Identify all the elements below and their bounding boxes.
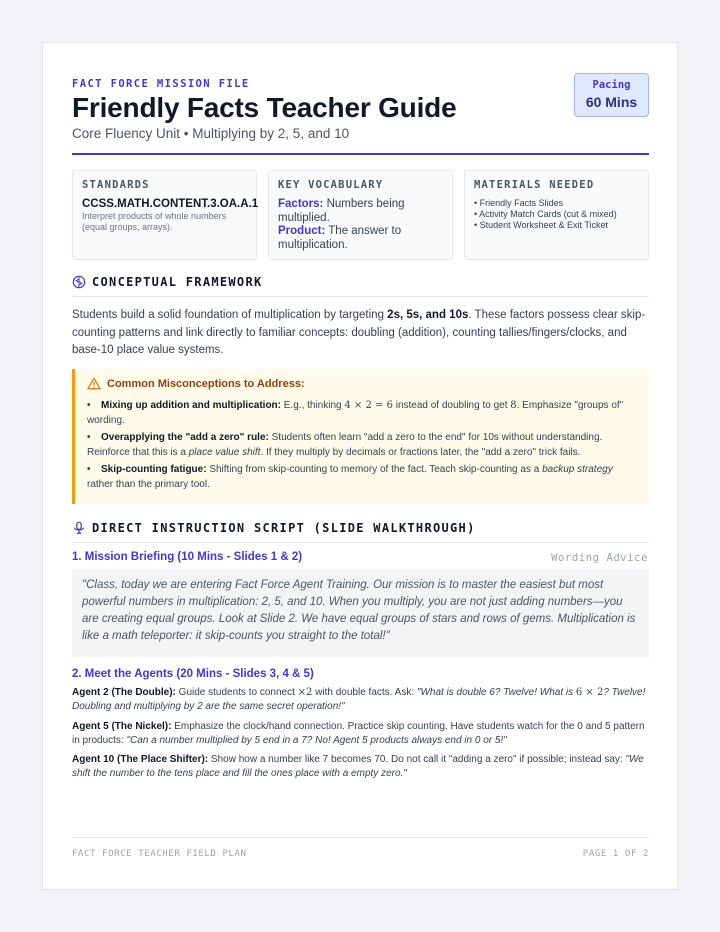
misconception-label: Mixing up addition and multiplication: xyxy=(101,400,281,411)
document-header xyxy=(72,73,649,155)
document-page xyxy=(42,42,678,890)
standards-title: STANDARDS xyxy=(82,179,150,191)
misconceptions-title-text: Common Misconceptions to Address: xyxy=(107,378,305,390)
agent-text: Emphasize the clock/hand connection. Practice skip counting. Have students watch for the 0 and 5 pattern in products: xyxy=(72,721,645,746)
misconception-label: Skip-counting fatigue: xyxy=(101,464,207,475)
math-expression: ×2 xyxy=(297,687,313,698)
agent-text: Guide students to connect xyxy=(175,687,298,698)
misconception-text: . If they multiply by decimals or fractions later, the "add a zero" trick fails. xyxy=(260,447,581,458)
agent-label: Agent 5 (The Nickel): xyxy=(72,721,172,732)
agent-text: with double facts. Ask: xyxy=(312,687,417,698)
misconception-text: . Emphasize "groups of" wording. xyxy=(87,400,624,426)
microphone-icon xyxy=(72,521,86,535)
misconceptions-callout xyxy=(72,369,649,504)
misconception-text: rather than the primary tool. xyxy=(87,479,210,490)
misconception-text: Students often learn "add a zero to the end" for 10s without understanding. Reinforce that this is a xyxy=(87,432,603,458)
vocabulary-title: KEY VOCABULARY xyxy=(278,179,384,191)
standard-code: CCSS.MATH.CONTENT.3.OA.A.1 xyxy=(82,198,259,210)
agent-quote: ? Twelve! Doubling and multiplying by 2 are the same secret operation!" xyxy=(72,687,646,712)
standard-description: Interpret products of whole numbers (equal groups, arrays). xyxy=(82,211,227,232)
math-expression: 8 xyxy=(510,400,517,411)
agent-text: Show how a number like 7 becomes 70. Do not call it "adding a zero" if possible; instead say: xyxy=(208,754,626,765)
bullet: • xyxy=(87,464,91,475)
page-title: Friendly Facts Teacher Guide xyxy=(72,92,457,123)
agent-quote: "We shift the number to the tens place and fill the ones place with a empty zero." xyxy=(72,754,644,779)
misconception-item xyxy=(87,462,637,492)
script-heading: DIRECT INSTRUCTION SCRIPT (SLIDE WALKTHROUGH) xyxy=(92,521,476,535)
meet-agents-title: 2. Meet the Agents (20 Mins - Slides 3, 4 & 5) xyxy=(72,668,314,680)
agent-label: Agent 2 (The Double): xyxy=(72,687,176,698)
brain-icon xyxy=(72,275,86,289)
page-number: PAGE 1 OF 2 xyxy=(582,849,649,859)
page-subtitle: Core Fluency Unit • Multiplying by 2, 5, and 10 xyxy=(72,126,350,141)
vocab-definition: The answer to multiplication. xyxy=(278,225,402,251)
eyebrow-label: FACT FORCE MISSION FILE xyxy=(72,78,250,90)
material-item: • Student Worksheet & Exit Ticket xyxy=(474,220,609,230)
mission-briefing-title: 1. Mission Briefing (10 Mins - Slides 1 & 2) xyxy=(72,551,303,563)
material-item: • Activity Match Cards (cut & mixed) xyxy=(474,209,617,219)
pacing-badge xyxy=(574,73,649,117)
materials-title: MATERIALS NEEDED xyxy=(474,179,595,191)
paragraph-emphasis: 2s, 5s, and 10s xyxy=(387,309,469,321)
wording-advice-label: Wording Advice xyxy=(551,552,648,564)
page-footer xyxy=(72,837,649,859)
material-item: • Friendly Facts Slides xyxy=(474,198,564,208)
framework-heading: CONCEPTUAL FRAMEWORK xyxy=(92,275,263,289)
paragraph-text: . These factors possess clear skip-counting patterns and link directly to familiar concepts: doubling (addition), counting tallies/fingers/clocks, and base-10 place value systems. xyxy=(72,309,646,356)
materials-card xyxy=(464,170,649,260)
vocab-term: Factors: xyxy=(278,198,324,210)
paragraph-text: Students build a solid foundation of multiplication by targeting xyxy=(72,309,388,321)
pacing-value: 60 Mins xyxy=(585,94,638,110)
agent-5-note xyxy=(72,720,649,748)
script-section-header xyxy=(72,519,649,543)
agent-quote: "Can a number multiplied by 5 end in a 7? No! Agent 5 products always end in 0 or 5!" xyxy=(126,735,507,746)
misconception-emphasis: place value shift xyxy=(188,447,261,458)
agent-10-note xyxy=(72,753,649,781)
math-expression: 6 × 2 xyxy=(575,687,604,698)
misconception-text: instead of doubling to get xyxy=(392,400,511,411)
agent-label: Agent 10 (The Place Shifter): xyxy=(72,754,209,765)
agent-quote: "What is double 6? Twelve! What is xyxy=(416,687,576,698)
warning-triangle-icon xyxy=(87,377,101,390)
framework-section-header xyxy=(72,273,649,297)
misconception-item xyxy=(87,398,637,428)
standards-card xyxy=(72,170,257,260)
vocabulary-card xyxy=(268,170,453,260)
agent-2-note xyxy=(72,686,649,714)
math-expression: 4 × 2 = 6 xyxy=(344,400,393,411)
vocab-term: Product: xyxy=(278,225,326,237)
bullet: • xyxy=(87,432,91,443)
misconception-label: Overapplying the "add a zero" rule: xyxy=(101,432,269,443)
misconception-text: Shifting from skip-counting to memory of the fact. Teach skip-counting as a xyxy=(206,464,543,475)
vocab-item-factors xyxy=(278,198,443,225)
vocab-definition: Numbers being multiplied. xyxy=(278,198,405,224)
misconception-item xyxy=(87,430,637,460)
pacing-label: Pacing xyxy=(592,79,631,91)
misconceptions-title xyxy=(87,378,637,390)
mission-briefing-quote: "Class, today we are entering Fact Force Agent Training. Our mission is to master the easiest but most powerful numbers in multiplication: 2, 5, and 10. When you multiply, you are not just adding numbers—you are creating equal groups. Look at Slide 2. We have equal groups of stars and rows of gems. Multiplication is like a math teleporter: it skip-counts you straight to the total!" xyxy=(72,569,649,657)
bullet: • xyxy=(87,400,91,411)
footer-title: FACT FORCE TEACHER FIELD PLAN xyxy=(72,849,247,859)
framework-paragraph xyxy=(72,307,649,360)
misconception-text: E.g., thinking xyxy=(281,400,345,411)
vocab-item-product xyxy=(278,225,443,252)
misconception-emphasis: backup strategy xyxy=(542,464,613,475)
